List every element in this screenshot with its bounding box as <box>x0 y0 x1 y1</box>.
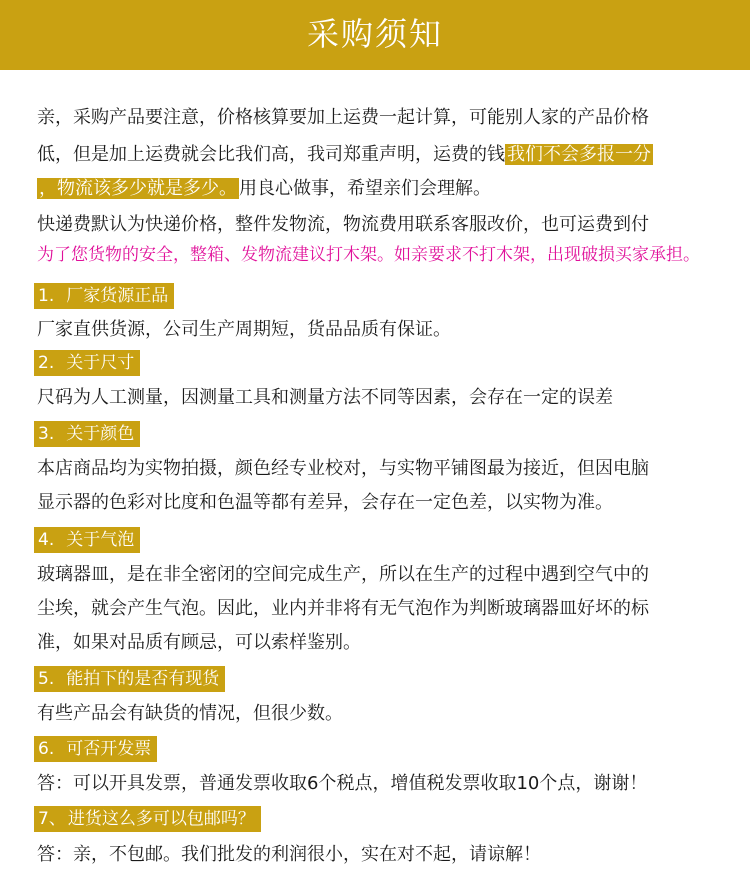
intro-line-3-text: 用良心做事，希望亲们会理解。 <box>239 178 491 199</box>
section-1-line-1: 厂家直供货源，公司生产周期短，货品品质有保证。 <box>37 319 451 340</box>
intro-line-4: 快递费默认为快递价格，整件发物流，物流费用联系客服改价，也可运费到付 <box>37 214 649 235</box>
section-2-line-1: 尺码为人工测量，因测量工具和测量方法不同等因素，会存在一定的误差 <box>37 387 613 408</box>
section-1-number: 1. <box>38 286 55 306</box>
section-6-number: 6. <box>38 739 55 759</box>
section-3-heading <box>34 421 140 447</box>
section-6-title: 可否开发票 <box>66 739 152 759</box>
section-2-title: 关于尺寸 <box>66 353 135 373</box>
section-7-line-1: 答：亲，不包邮。我们批发的利润很小，实在对不起，请谅解！ <box>37 844 541 865</box>
section-7-heading <box>34 806 261 832</box>
section-3-line-1: 本店商品均为实物拍摄，颜色经专业校对，与实物平铺图最为接近，但因电脑 <box>37 458 649 479</box>
section-5-line-1: 有些产品会有缺货的情况，但很少数。 <box>37 703 343 724</box>
section-1-title: 厂家货源正品 <box>66 286 169 306</box>
section-1-heading <box>34 283 174 309</box>
intro-line-2-text: 低，但是加上运费就会比我们高，我司郑重声明，运费的钱 <box>37 144 505 165</box>
section-4-line-1: 玻璃器皿，是在非全密闭的空间完成生产，所以在生产的过程中遇到空气中的 <box>37 564 649 585</box>
section-4-heading <box>34 527 140 553</box>
section-4-line-2: 尘埃，就会产生气泡。因此，业内并非将有无气泡作为判断玻璃器皿好坏的标 <box>37 598 649 619</box>
section-4-line-3: 准，如果对品质有顾忌，可以索样鉴别。 <box>37 632 361 653</box>
section-7-title: 进货这么多可以包邮吗？ <box>67 809 255 829</box>
section-5-title: 能拍下的是否有现货 <box>66 669 220 689</box>
intro-line-1: 亲，采购产品要注意，价格核算要加上运费一起计算，可能别人家的产品价格 <box>37 107 649 128</box>
intro-highlight-1: 我们不会多报一分 <box>507 144 651 165</box>
page-title: 采购须知 <box>306 15 443 53</box>
intro-line-2 <box>37 142 653 168</box>
section-2-heading <box>34 350 140 376</box>
section-3-title: 关于颜色 <box>66 424 135 444</box>
section-7-number: 7、 <box>38 809 66 829</box>
intro-line-5-notice: 为了您货物的安全，整箱、发物流建议打木架。如亲要求不打木架，出现破损买家承担。 <box>37 245 700 265</box>
section-5-number: 5. <box>38 669 55 689</box>
section-5-heading <box>34 666 225 692</box>
section-6-line-1: 答：可以开具发票，普通发票收取6个税点，增值税发票收取10个点，谢谢！ <box>37 773 648 794</box>
header-banner <box>0 0 750 70</box>
intro-line-3 <box>37 176 491 202</box>
section-3-number: 3. <box>38 424 55 444</box>
section-6-heading <box>34 736 157 762</box>
section-4-number: 4. <box>38 530 55 550</box>
section-3-line-2: 显示器的色彩对比度和色温等都有差异，会存在一定色差，以实物为准。 <box>37 492 613 513</box>
intro-highlight-2: ，物流该多少就是多少。 <box>39 178 237 199</box>
section-2-number: 2. <box>38 353 55 373</box>
section-4-title: 关于气泡 <box>66 530 135 550</box>
